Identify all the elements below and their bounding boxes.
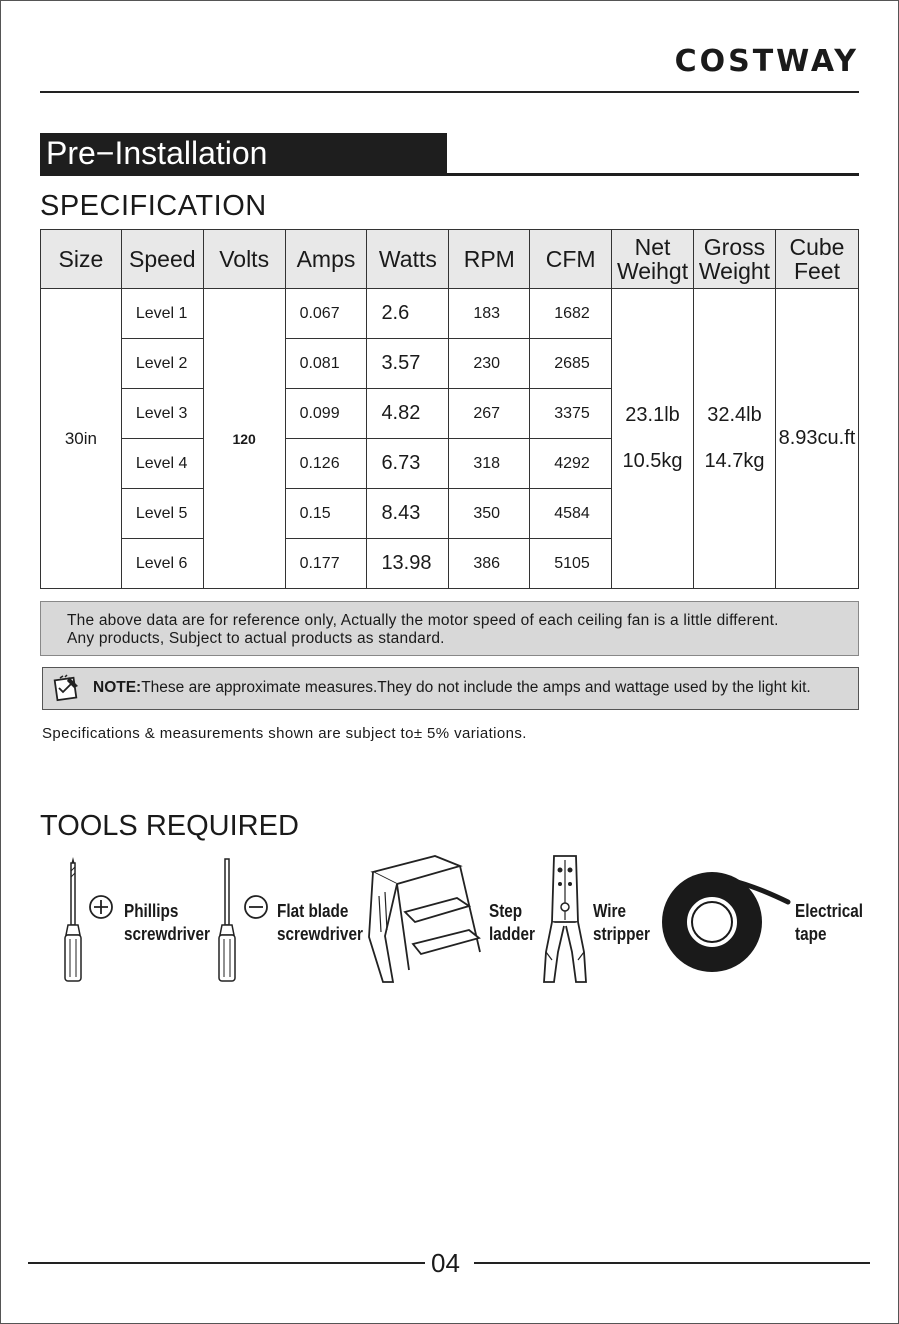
- electrical-tape-icon: [660, 870, 795, 975]
- step-ladder-icon: [365, 852, 485, 987]
- tools-heading: TOOLS REQUIRED: [40, 810, 299, 842]
- header-cube-line2: Feet: [793, 258, 840, 284]
- brand-logo: COSTWAY: [674, 44, 859, 79]
- tool-label-electrical-tape: [795, 900, 863, 946]
- cell-cfm: 5105: [530, 539, 612, 589]
- header-cfm: CFM: [530, 230, 612, 289]
- note-text: [93, 679, 811, 697]
- header-speed: Speed: [121, 230, 203, 289]
- tool-label-wire-stripper: [593, 900, 650, 946]
- header-rule: [40, 91, 859, 93]
- header-gross-weight: [694, 230, 776, 289]
- cell-speed: Level 6: [121, 539, 203, 589]
- tool-label-line2: screwdriver: [277, 924, 363, 944]
- cell-cfm: 1682: [530, 289, 612, 339]
- specification-heading: SPECIFICATION: [40, 190, 267, 222]
- phillips-symbol-icon: [88, 894, 114, 920]
- gross-weight-kg: 14.7kg: [704, 450, 765, 472]
- footer-rule-left: [28, 1262, 425, 1264]
- header-cube-line1: Cube: [789, 234, 845, 260]
- header-net-line1: Net: [634, 234, 671, 260]
- cell-amps: 0.067: [285, 289, 367, 339]
- net-weight-kg: 10.5kg: [622, 450, 683, 472]
- cell-speed: Level 4: [121, 439, 203, 489]
- cell-watts: 2.6: [367, 289, 449, 339]
- cell-cube-feet: 8.93cu.ft: [775, 289, 858, 589]
- cell-amps: 0.081: [285, 339, 367, 389]
- tool-label-line1: Electrical: [795, 901, 864, 921]
- header-rpm: RPM: [449, 230, 530, 289]
- flat-blade-symbol-icon: [243, 894, 269, 920]
- cell-rpm: 318: [449, 439, 530, 489]
- specification-table: [40, 229, 859, 589]
- cell-amps: 0.099: [285, 389, 367, 439]
- tool-label-line2: screwdriver: [124, 924, 210, 944]
- tool-label-line1: Step: [489, 901, 523, 921]
- cell-speed: Level 3: [121, 389, 203, 439]
- note-body: These are approximate measures.They do not include the amps and wattage used by the light kit.: [141, 679, 811, 696]
- tool-label-step-ladder: [489, 900, 535, 946]
- tool-label-line1: Flat blade: [277, 901, 349, 921]
- header-volts: Volts: [203, 230, 285, 289]
- reference-note-line1: The above data are for reference only, Actually the motor speed of each ceiling fan is a little different.: [67, 612, 779, 629]
- tool-label-line2: ladder: [489, 924, 535, 944]
- cell-gross-weight: [694, 289, 776, 589]
- tool-label-line1: Wire: [593, 901, 627, 921]
- net-weight-lb: 23.1lb: [625, 404, 680, 426]
- cell-cfm: 4292: [530, 439, 612, 489]
- section-title: Pre−Installation: [46, 135, 268, 171]
- tool-label-phillips: [124, 900, 210, 946]
- header-net-line2: Weihgt: [616, 258, 689, 284]
- cell-watts: 4.82: [367, 389, 449, 439]
- cell-amps: 0.126: [285, 439, 367, 489]
- tool-label-line2: tape: [795, 924, 827, 944]
- cell-size: 30in: [41, 289, 122, 589]
- section-underline: [447, 173, 859, 176]
- section-title-bar: [40, 133, 447, 176]
- wire-stripper-icon: [540, 852, 590, 987]
- page-number: 04: [431, 1248, 460, 1278]
- header-cube-feet: [775, 230, 858, 289]
- note-box: [42, 667, 859, 710]
- cell-cfm: 3375: [530, 389, 612, 439]
- cell-cfm: 2685: [530, 339, 612, 389]
- cell-rpm: 230: [449, 339, 530, 389]
- tool-label-flat-blade: [277, 900, 363, 946]
- cell-amps: 0.177: [285, 539, 367, 589]
- cell-speed: Level 1: [121, 289, 203, 339]
- variation-text: Specifications & measurements shown are subject to± 5% variations.: [42, 725, 527, 742]
- cell-cfm: 4584: [530, 489, 612, 539]
- header-size: Size: [41, 230, 122, 289]
- header-amps: Amps: [285, 230, 367, 289]
- phillips-screwdriver-icon: [58, 855, 88, 985]
- reference-note-box: [40, 601, 859, 656]
- cell-speed: Level 2: [121, 339, 203, 389]
- cell-watts: 13.98: [367, 539, 449, 589]
- header-net-weight: [612, 230, 694, 289]
- flat-screwdriver-icon: [212, 855, 242, 985]
- footer-rule-right: [474, 1262, 870, 1264]
- header-watts: Watts: [367, 230, 449, 289]
- cell-volts: 120: [203, 289, 285, 589]
- header-gross-line2: Weight: [698, 258, 771, 284]
- cell-speed: Level 5: [121, 489, 203, 539]
- tool-label-line2: stripper: [593, 924, 650, 944]
- cell-rpm: 350: [449, 489, 530, 539]
- cell-watts: 6.73: [367, 439, 449, 489]
- cell-watts: 3.57: [367, 339, 449, 389]
- header-gross-line1: Gross: [703, 234, 766, 260]
- cell-rpm: 267: [449, 389, 530, 439]
- cell-net-weight: [612, 289, 694, 589]
- cell-amps: 0.15: [285, 489, 367, 539]
- reference-note-line2: Any products, Subject to actual products as standard.: [67, 630, 445, 647]
- cell-rpm: 183: [449, 289, 530, 339]
- cell-rpm: 386: [449, 539, 530, 589]
- note-label: NOTE:: [93, 679, 142, 696]
- gross-weight-lb: 32.4lb: [707, 404, 762, 426]
- table-row: [41, 289, 859, 339]
- tool-label-line1: Phillips: [124, 901, 179, 921]
- cell-watts: 8.43: [367, 489, 449, 539]
- note-pad-icon: [53, 674, 81, 702]
- table-header-row: [41, 230, 859, 289]
